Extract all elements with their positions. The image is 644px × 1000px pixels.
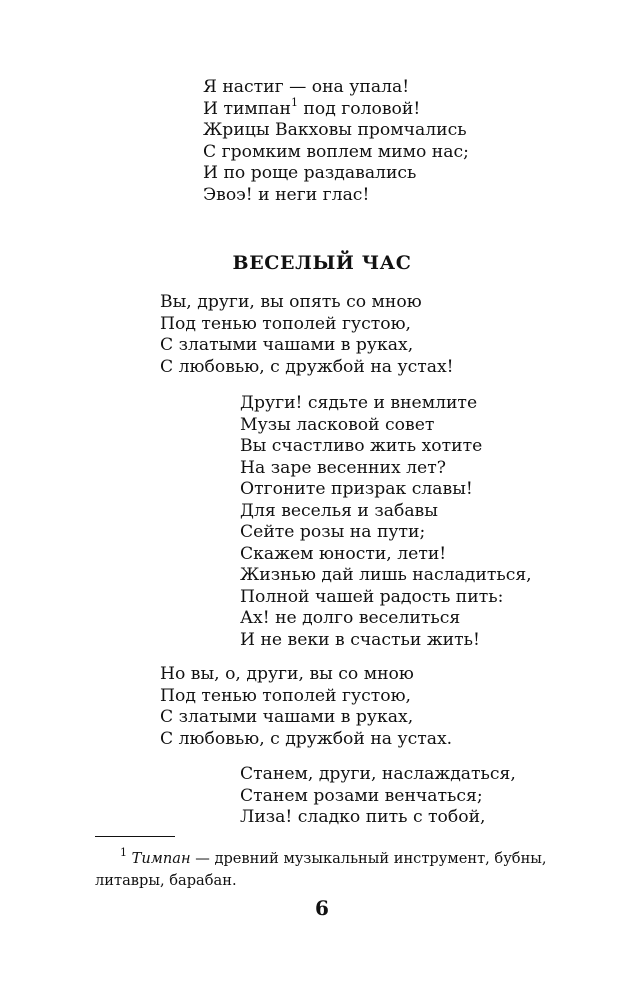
verse-line: Жрицы Вакховы промчались <box>203 120 467 140</box>
verse-line: Музы ласковой совет <box>240 414 435 435</box>
verse-line: На заре весенних лет? <box>240 457 446 478</box>
verse-line: Жизнью дай лишь насладиться, <box>240 565 532 585</box>
verse-line: Сейте розы на пути; <box>240 522 426 542</box>
footnote-term: Тимпан <box>131 850 191 867</box>
poem-title: ВЕСЕЛЫЙ ЧАС <box>232 252 412 274</box>
footnote-mark: 1 <box>120 846 127 860</box>
verse-line: Под тенью тополей густою, <box>160 313 411 334</box>
verse-line: Эвоэ! и неги глас! <box>203 184 370 205</box>
footnote-line-2: литавры, барабан. <box>95 872 237 889</box>
verse-line: Но вы, о, други, вы со мною <box>160 664 414 684</box>
verse-line: Станем, други, наслаждаться, <box>240 764 516 784</box>
footnote <box>95 848 585 892</box>
stanza-refrain-1 <box>160 292 454 378</box>
verse-line: Отгоните призрак славы! <box>240 479 473 499</box>
verse-line: Вы, други, вы опять со мною <box>160 292 422 312</box>
verse-line: И по роще раздавались <box>203 163 417 183</box>
page-number: 6 <box>315 896 329 920</box>
footnote-text: — древний музыкальный инструмент, бубны, <box>190 850 547 867</box>
verse-line: С любовью, с дружбой на устах. <box>160 728 453 749</box>
verse-line: Станем розами венчаться; <box>240 785 483 806</box>
stanza-indented-1 <box>240 393 532 651</box>
verse-line-with-footnote <box>203 95 469 121</box>
verse-line: Скажем юности, лети! <box>240 543 447 564</box>
verse-line: Я настиг — она упала! <box>203 77 410 97</box>
verse-line-text: И тимпан <box>203 98 291 119</box>
verse-line-tail: под головой! <box>297 98 421 119</box>
verse-line: Для веселья и забавы <box>240 500 438 521</box>
stanza-refrain-2 <box>160 664 452 750</box>
footnote-reference: 1 <box>290 95 298 109</box>
stanza-indented-2 <box>240 764 516 829</box>
verse-line: И не веки в счастьи жить! <box>240 629 480 650</box>
verse-line: Други! сядьте и внемлите <box>240 393 478 413</box>
verse-line: С златыми чашами в руках, <box>160 335 414 355</box>
footnote-line-1 <box>95 848 585 870</box>
verse-line: Под тенью тополей густою, <box>160 685 411 706</box>
verse-line: С златыми чашами в руках, <box>160 707 414 727</box>
footnote-separator <box>95 836 175 837</box>
verse-line: С любовью, с дружбой на устах! <box>160 356 454 377</box>
stanza-previous-poem <box>203 77 469 206</box>
verse-line: Вы счастливо жить хотите <box>240 436 483 456</box>
verse-line: С громким воплем мимо нас; <box>203 141 469 162</box>
verse-line: Лиза! сладко пить с тобой, <box>240 807 486 827</box>
verse-line: Ах! не долго веселиться <box>240 608 461 628</box>
verse-line: Полной чашей радость пить: <box>240 586 504 607</box>
